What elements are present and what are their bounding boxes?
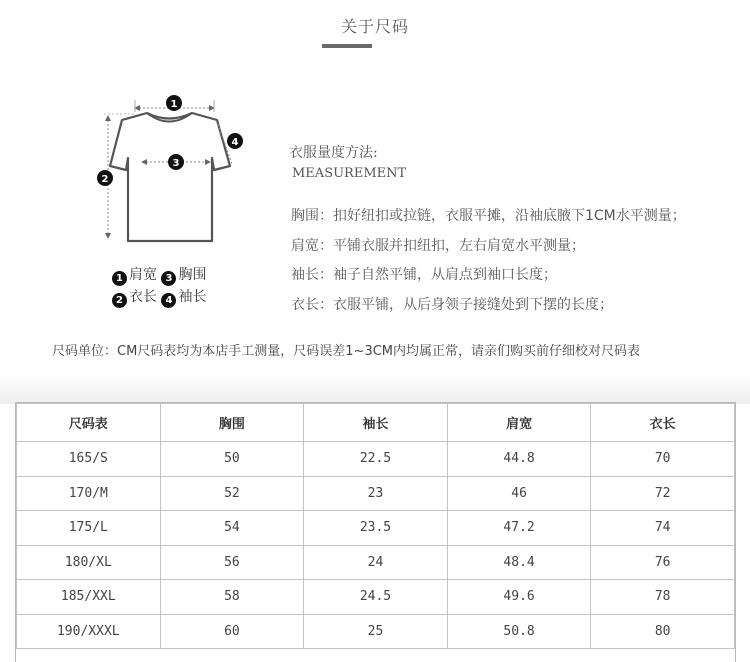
header-shoulder: 肩宽 <box>447 404 591 442</box>
diagram-legend <box>112 264 206 308</box>
legend-number: 3 <box>161 271 176 286</box>
table-cell: 50.8 <box>447 614 591 649</box>
table-row <box>17 545 735 580</box>
section-divider <box>0 374 750 404</box>
size-table-container <box>15 402 736 662</box>
tshirt-measurement-diagram <box>92 86 262 256</box>
table-cell: 76 <box>591 545 735 580</box>
header-size: 尺码表 <box>17 404 161 442</box>
table-cell: 180/XL <box>17 545 161 580</box>
table-cell: 24.5 <box>304 580 448 615</box>
method-list <box>291 202 686 320</box>
method-line-sleeve: 袖长：袖子自然平铺，从肩点到袖口长度； <box>291 267 557 283</box>
header-length: 衣长 <box>591 404 735 442</box>
method-line-length: 衣长：衣服平铺，从后身领子接缝处到下摆的长度； <box>291 296 613 313</box>
svg-text:3: 3 <box>172 158 180 169</box>
table-cell: 185/XXL <box>17 580 161 615</box>
table-cell: 52 <box>160 476 304 511</box>
header-sleeve: 袖长 <box>304 404 448 442</box>
size-table <box>16 403 735 649</box>
table-cell: 70 <box>591 442 735 477</box>
table-row <box>17 580 735 615</box>
table-cell: 48.4 <box>447 545 591 580</box>
legend-label: 胸围 <box>178 267 207 283</box>
size-note: 尺码单位：CM尺码表均为本店手工测量，尺码误差1~3CM内均属正常，请亲们购买前仔细校对尺码表 <box>52 344 641 359</box>
svg-text:2: 2 <box>101 174 109 185</box>
table-cell: 165/S <box>17 442 161 477</box>
table-row <box>17 442 735 477</box>
tshirt-outline <box>110 113 230 241</box>
table-cell: 80 <box>591 614 735 649</box>
table-cell: 23.5 <box>304 511 448 546</box>
table-cell: 46 <box>447 476 591 511</box>
table-cell: 47.2 <box>447 511 591 546</box>
legend-label: 袖长 <box>178 289 207 305</box>
method-line-shoulder: 肩宽：平铺衣服并扣纽扣，左右肩宽水平测量； <box>291 237 585 254</box>
table-cell: 72 <box>591 476 735 511</box>
table-row <box>17 511 735 546</box>
table-row <box>17 476 735 511</box>
table-cell: 56 <box>160 545 304 580</box>
header-chest: 胸围 <box>160 404 304 442</box>
table-cell: 190/XXXL <box>17 614 161 649</box>
table-cell: 54 <box>160 511 304 546</box>
legend-row <box>112 264 206 286</box>
table-cell: 49.6 <box>447 580 591 615</box>
legend-label: 衣长 <box>129 289 157 305</box>
table-cell: 50 <box>160 442 304 477</box>
table-cell: 44.8 <box>447 442 591 477</box>
table-cell: 74 <box>591 511 735 546</box>
svg-text:4: 4 <box>231 137 239 148</box>
legend-row <box>112 286 206 308</box>
table-cell: 170/M <box>17 476 161 511</box>
method-line-chest: 胸围：扣好纽扣或拉链，衣服平摊，沿袖底腋下1CM水平测量； <box>291 208 686 224</box>
table-cell: 78 <box>591 580 735 615</box>
legend-number: 2 <box>112 293 127 308</box>
legend-number: 1 <box>112 271 127 286</box>
table-row <box>17 614 735 649</box>
table-cell: 25 <box>304 614 448 649</box>
svg-text:1: 1 <box>170 99 178 110</box>
legend-number: 4 <box>161 293 176 308</box>
title-underline <box>322 44 372 48</box>
table-cell: 22.5 <box>304 442 448 477</box>
table-cell: 175/L <box>17 511 161 546</box>
page-title: 关于尺码 <box>340 17 409 36</box>
table-cell: 24 <box>304 545 448 580</box>
table-cell: 60 <box>160 614 304 649</box>
table-cell: 58 <box>160 580 304 615</box>
legend-label: 肩宽 <box>129 267 157 283</box>
method-title: 衣服量度方法: <box>289 145 378 161</box>
table-header-row <box>17 404 735 442</box>
table-cell: 23 <box>304 476 448 511</box>
method-subtitle: MEASUREMENT <box>292 166 407 181</box>
